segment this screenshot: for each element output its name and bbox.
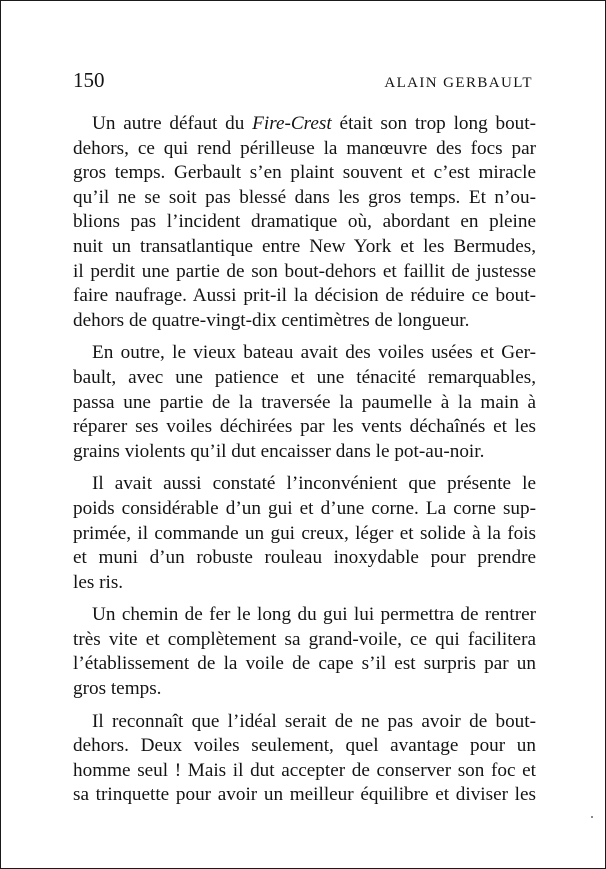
paragraph [73, 603, 536, 701]
body-text [73, 112, 536, 808]
text-line: très vite et complètement sa grand-voile, ce qui facilitera [73, 628, 536, 650]
text-line: blions pas l’incident dramatique où, abordant en pleine [73, 211, 536, 233]
text-line: il perdit une partie de son bout-dehors et faillit de justesse [73, 260, 536, 282]
text-line: qu’il ne se soit pas blessé dans les gros temps. Et n’ou- [73, 186, 536, 208]
text-line: réparer ses voiles déchirées par les vents déchaînés et les [73, 416, 536, 438]
paragraph [73, 112, 536, 333]
text-line: primée, il commande un gui creux, léger et solide à la fois [73, 522, 536, 544]
page-number: 150 [73, 68, 105, 92]
text-line: dehors, ce qui rend périlleuse la manœuvre des focs par [73, 137, 536, 159]
text-line: Un chemin de fer le long du gui lui permettra de rentrer [92, 604, 536, 626]
paragraph [73, 341, 536, 464]
paragraph-gap [73, 595, 536, 603]
text-line: poids considérable d’un gui et d’une corne. La corne sup- [73, 497, 536, 519]
text-line: Il reconnaît que l’idéal serait de ne pas avoir de bout- [92, 710, 536, 732]
page-header [73, 65, 533, 95]
text-line: dehors. Deux voiles seulement, quel avantage pour un [73, 735, 536, 757]
text-line: bault, avec une patience et une ténacité remarquables, [73, 366, 536, 388]
running-head: ALAIN GERBAULT [384, 75, 533, 91]
paragraph-gap [73, 464, 536, 472]
text-line: Un autre défaut du Fire-Crest était son trop long bout- [92, 113, 536, 134]
text-line: et muni d’un robuste rouleau inoxydable pour prendre [73, 547, 536, 569]
paragraph [73, 710, 536, 808]
text-line: homme seul ! Mais il dut accepter de conserver son foc et [73, 759, 536, 781]
paragraph-gap [73, 702, 536, 710]
paragraph [73, 472, 536, 595]
text-line: l’établissement de la voile de cape s’il est surpris par un [73, 653, 536, 675]
text-line: passa une partie de la traversée la paumelle à la main à [73, 391, 536, 413]
text-line: nuit un transatlantique entre New York et les Bermudes, [73, 235, 536, 257]
boat-name: Fire-Crest [252, 113, 332, 134]
text-line: Il avait aussi constaté l’inconvénient que présente le [92, 473, 536, 495]
text-line: sa trinquette pour avoir un meilleur équilibre et diviser les [73, 784, 536, 806]
text-line: faire naufrage. Aussi prit-il la décision de réduire ce bout- [73, 285, 536, 307]
text-line: En outre, le vieux bateau avait des voiles usées et Ger- [92, 342, 536, 364]
paragraph-gap [73, 333, 536, 341]
text-line: grains violents qu’il dut encaisser dans le pot-au-noir. [73, 440, 485, 462]
text-line: dehors de quatre-vingt-dix centimètres de longueur. [73, 309, 470, 331]
text-line: gros temps. [73, 678, 162, 700]
scan-speck [591, 816, 593, 818]
text-line: gros temps. Gerbault s’en plaint souvent et c’est miracle [73, 162, 536, 184]
text-line: les ris. [73, 571, 124, 593]
